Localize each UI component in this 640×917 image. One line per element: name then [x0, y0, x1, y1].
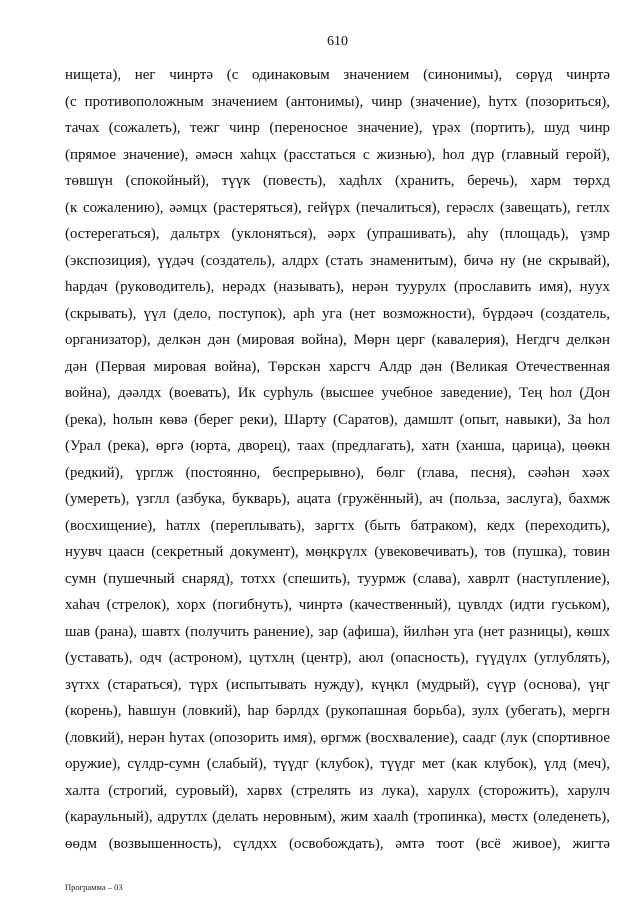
text-line-content: дән (Первая мировая война), Төрскән харсгч Алдр дән (Великая Отечественная	[65, 358, 610, 375]
text-line	[65, 460, 610, 487]
text-line	[65, 566, 610, 593]
text-line-content: (прямое значение), әмәсн хаһцх (расстаться с жизнью), һол дүр (главный герой),	[65, 146, 610, 163]
text-line	[65, 195, 610, 222]
text-line-content: (экспозиция), үүдәч (создатель), алдрх (стать знаменитым), бичә ну (не скрывай),	[65, 252, 610, 269]
text-line	[65, 354, 610, 381]
page-number: 610	[327, 34, 348, 49]
text-line	[65, 725, 610, 752]
text-line-content: оружие), сүлдр-сумн (слабый), түүдг (клубок), түүдг мет (как клубок), үлд (меч),	[65, 756, 610, 772]
text-line	[65, 89, 610, 116]
text-line	[65, 168, 610, 195]
text-line	[65, 513, 610, 540]
text-line	[65, 62, 610, 89]
text-line	[65, 327, 610, 354]
text-line-content: өөдм (возвышенность), сүлдхх (освобождать), әмтә тоот (всё живое), жигтә	[65, 835, 610, 852]
text-line	[65, 672, 610, 699]
text-line	[65, 486, 610, 513]
text-line-content: (умереть), үзглл (азбука, букварь), ацата (гружённый), ач (польза, заслуга), бахмж	[65, 491, 610, 507]
body-text	[65, 62, 610, 857]
text-line	[65, 619, 610, 646]
text-line-content: хаһач (стрелок), хорх (погибнуть), чинртә (качественный), цувлдх (идти гуськом),	[65, 597, 610, 613]
text-line	[65, 698, 610, 725]
text-line	[65, 248, 610, 275]
text-line-content: (Урал (река), өргә (юрта, дворец), таах (предлагать), хатн (ханша, царица), цөөкн	[65, 438, 610, 454]
text-line-content: (восхищение), һатлх (переплывать), заргтх (быть батраком), кедх (переходить),	[65, 517, 610, 534]
text-line-content: шав (рана), шавтх (получить ранение), зар (афиша), йилһән уга (нет разницы), көшх	[65, 623, 610, 640]
text-line-content: (редкий), үрглж (постоянно, беспрерывно), бөлг (глава, песня), сәәһән хәәх	[65, 464, 610, 481]
text-line	[65, 142, 610, 169]
text-line	[65, 433, 610, 460]
text-line	[65, 592, 610, 619]
text-line	[65, 115, 610, 142]
text-line-content: тачах (сожалеть), тежг чинр (переносное значение), үрәх (портить), шуд чинр	[65, 120, 610, 136]
text-line	[65, 221, 610, 248]
text-line	[65, 274, 610, 301]
text-line	[65, 407, 610, 434]
text-line-content: сумн (пушечный снаряд), тотхх (спешить), туурмж (слава), хаврлт (наступление),	[65, 570, 610, 587]
text-line-content: (ловкий), нерән һутах (опозорить имя), өргмж (восхваление), саадг (лук (спортивное	[65, 729, 610, 746]
text-line-content: нуувч цаасн (секретный документ), мөңкрүлх (увековечивать), тов (пушка), товин	[65, 544, 610, 560]
text-line-content: халта (строгий, суровый), харвх (стрелять из лука), харулх (сторожить), харулч	[65, 782, 610, 799]
text-line-content: һардач (руководитель), нерәдх (называть), нерән туурулх (прославить имя), нуух	[65, 279, 610, 295]
text-line	[65, 539, 610, 566]
text-line-content: зүтхх (стараться), түрх (испытывать нужду), күңкл (мудрый), сүүр (основа), үңг	[65, 676, 610, 693]
text-line-content: (с противоположным значением (антонимы), чинр (значение), һутх (позориться),	[65, 93, 610, 110]
text-line-content: (скрывать), үүл (дело, поступок), арһ уга (нет возможности), бүрдәәч (создатель,	[65, 305, 610, 322]
text-line-content: (к сожалению), әәмцх (растеряться), гейүрх (печалиться), герәслх (завещать), гетлх	[65, 199, 610, 216]
page-footer: Программа – 03	[65, 882, 123, 892]
text-line	[65, 804, 610, 831]
text-line	[65, 831, 610, 858]
text-line	[65, 380, 610, 407]
text-line-content: война), дәәлдх (воевать), Ик сурһуль (высшее учебное заведение), Тең һол (Дон	[65, 385, 610, 401]
text-line	[65, 645, 610, 672]
text-line-content: (река), һолын көвә (берег реки), Шарту (Саратов), дамшлт (опыт, навыки), За һол	[65, 411, 610, 428]
text-line	[65, 751, 610, 778]
text-line-content: төвшүн (спокойный), түүк (повесть), хадһлх (хранить, беречь), харм төрхд	[65, 173, 610, 189]
text-line	[65, 301, 610, 328]
text-line-content: организатор), делкән дән (мировая война), Мөрн церг (кавалерия), Негдгч делкән	[65, 332, 610, 348]
text-line-content: (корень), һавшун (ловкий), һар бәрлдх (рукопашная борьба), зулх (убегать), мергн	[65, 703, 610, 719]
text-line-content: (остерегаться), дальтрх (уклоняться), әәрх (упрашивать), аһу (площадь), үзмр	[65, 226, 610, 242]
text-line-content: (уставать), одч (астроном), цутхлң (центр), аюл (опасность), гүүдүлх (углублять),	[65, 650, 610, 666]
text-line	[65, 778, 610, 805]
text-line-content: (караульный), адрутлх (делать неровным), жим хаалһ (тропинка), мөстх (оледенеть),	[65, 809, 610, 825]
text-line-content: нищета), нег чинртә (с одинаковым значением (синонимы), сөрүд чинртә	[65, 67, 610, 83]
